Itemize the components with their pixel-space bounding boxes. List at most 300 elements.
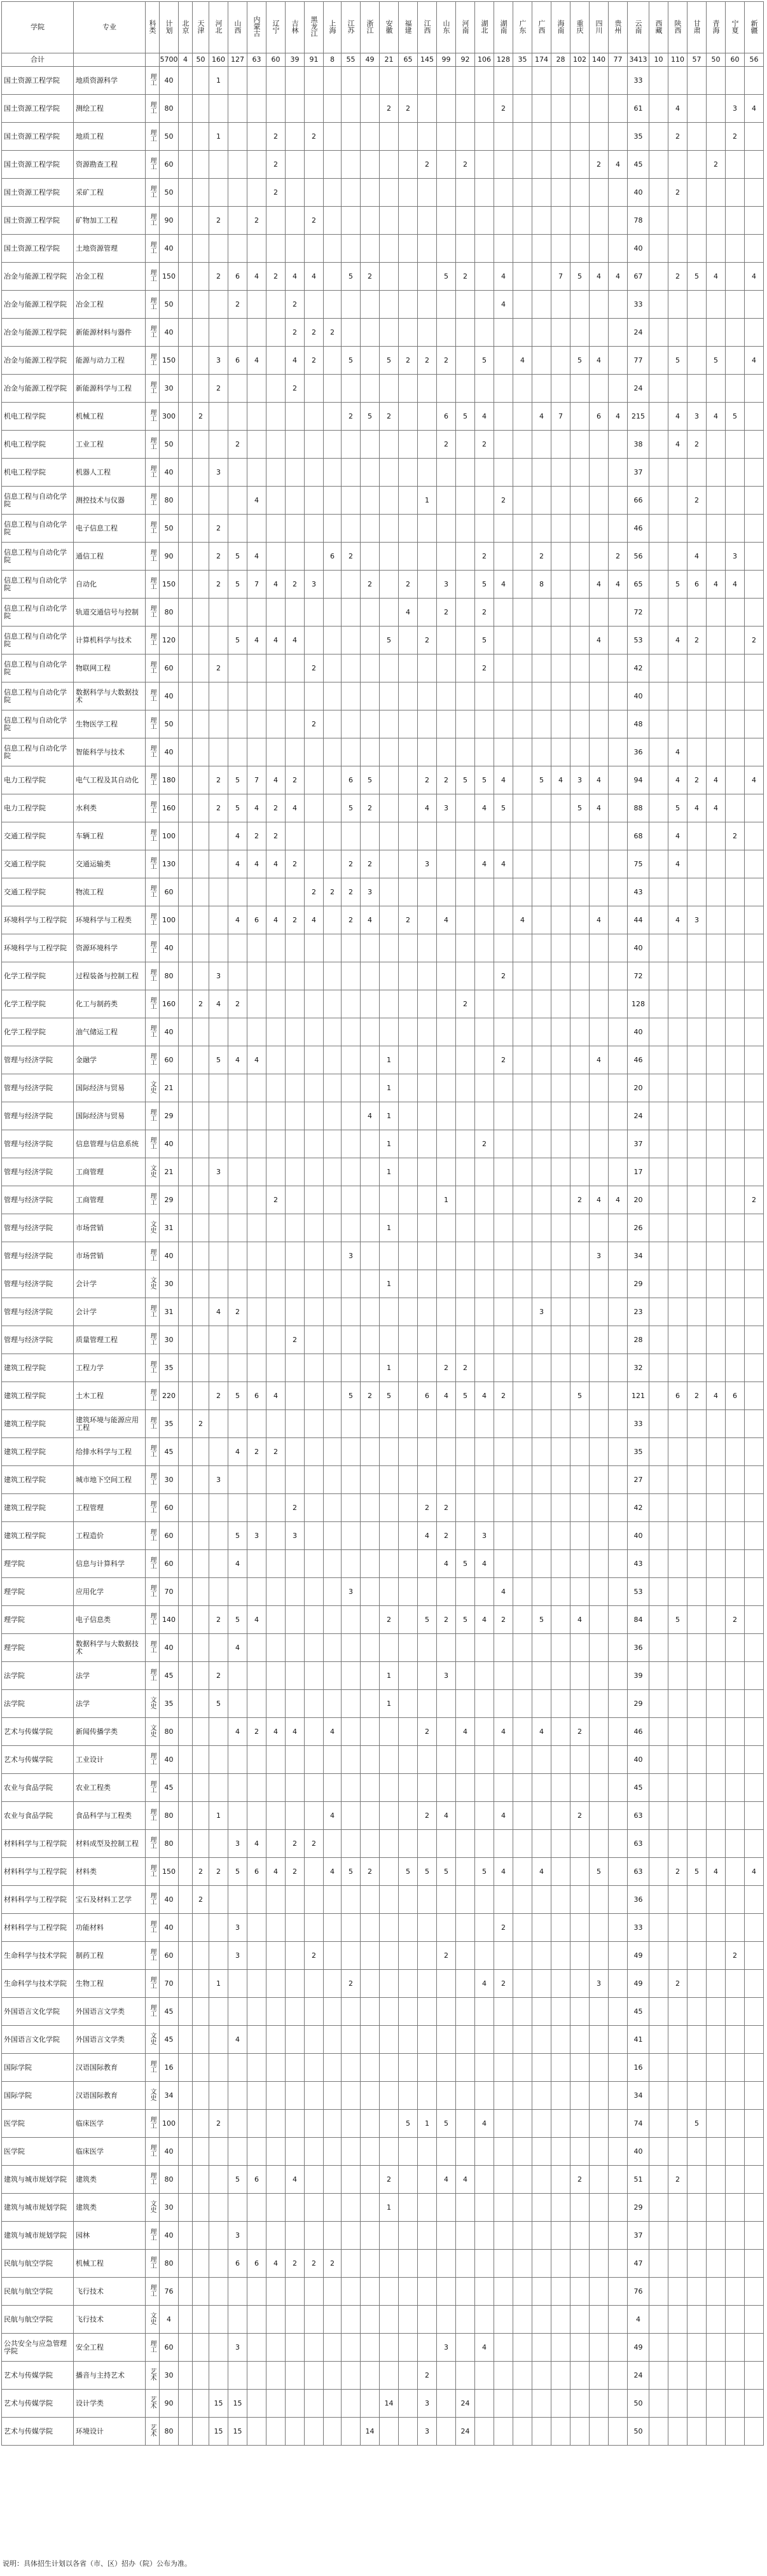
- province-value-cell: 2: [342, 543, 361, 571]
- province-value-cell: [361, 710, 380, 738]
- province-value-cell: [688, 1494, 707, 1522]
- plan-cell: 50: [160, 431, 179, 459]
- province-value-cell: [726, 235, 745, 263]
- province-value-cell: [342, 2026, 361, 2054]
- province-value-cell: [649, 1830, 668, 1858]
- province-value-cell: 6: [247, 2250, 266, 2278]
- province-value-cell: [707, 627, 726, 654]
- province-value-cell: [570, 543, 590, 571]
- province-value-cell: [305, 431, 324, 459]
- province-value-cell: [209, 2334, 228, 2362]
- province-value-cell: [475, 95, 494, 123]
- province-value-cell: [380, 962, 399, 990]
- province-value-cell: [494, 2082, 513, 2110]
- province-value-cell: [726, 1158, 745, 1186]
- province-value-cell: [418, 1354, 437, 1382]
- province-value-cell: [228, 2082, 247, 2110]
- province-value-cell: [247, 654, 266, 682]
- total-value: 63: [247, 53, 266, 67]
- province-value-cell: [688, 599, 707, 627]
- province-value-cell: [437, 738, 456, 766]
- province-value-cell: [688, 1102, 707, 1130]
- province-value-cell: 6: [342, 766, 361, 794]
- province-value-cell: [418, 291, 437, 319]
- province-value-cell: 1: [380, 1130, 399, 1158]
- province-value-cell: [609, 2194, 628, 2222]
- province-value-cell: [668, 990, 688, 1018]
- province-value-cell: [179, 375, 193, 403]
- province-value-cell: [324, 1186, 342, 1214]
- province-value-cell: [437, 1690, 456, 1718]
- province-value-cell: [590, 291, 609, 319]
- province-value-cell: 5: [380, 1382, 399, 1410]
- province-value-cell: 37: [628, 459, 649, 487]
- province-value-cell: [475, 2250, 494, 2278]
- table-row: [2, 1662, 764, 1690]
- province-value-cell: [209, 2250, 228, 2278]
- category-cell: [146, 2082, 160, 2110]
- province-value-cell: [266, 1578, 286, 1606]
- province-value-cell: [179, 459, 193, 487]
- province-value-cell: [551, 2054, 570, 2082]
- province-value-cell: [649, 179, 668, 207]
- province-value-cell: [286, 990, 305, 1018]
- province-value-cell: [342, 2054, 361, 2082]
- province-value-cell: [456, 2250, 475, 2278]
- plan-cell: 40: [160, 319, 179, 347]
- province-value-cell: 4: [609, 571, 628, 599]
- college-cell: 医学院: [2, 2138, 74, 2166]
- province-value-cell: [399, 1466, 418, 1494]
- province-value-cell: [513, 1746, 532, 1774]
- province-value-cell: [437, 1578, 456, 1606]
- province-value-cell: 5: [228, 2166, 247, 2194]
- province-value-cell: [649, 1774, 668, 1802]
- province-value-cell: 4: [668, 627, 688, 654]
- province-value-cell: [179, 1018, 193, 1046]
- province-value-cell: [399, 2026, 418, 2054]
- province-value-cell: 1: [380, 1662, 399, 1690]
- province-value-cell: [209, 1774, 228, 1802]
- province-value-cell: [247, 1690, 266, 1718]
- province-value-cell: [456, 543, 475, 571]
- province-value-cell: [179, 906, 193, 934]
- plan-cell: 29: [160, 1186, 179, 1214]
- province-value-cell: [551, 2138, 570, 2166]
- province-value-cell: [688, 1214, 707, 1242]
- province-value-cell: [305, 1802, 324, 1830]
- province-value-cell: [418, 2250, 437, 2278]
- table-row: [2, 738, 764, 766]
- province-value-cell: [418, 1466, 437, 1494]
- province-value-cell: [228, 599, 247, 627]
- province-value-cell: [551, 906, 570, 934]
- province-value-cell: [361, 123, 380, 151]
- province-value-cell: 1: [380, 1214, 399, 1242]
- category-cell: [146, 962, 160, 990]
- province-value-cell: [193, 2222, 209, 2250]
- category-text: 理工: [149, 101, 156, 114]
- province-value-cell: 2: [494, 487, 513, 515]
- province-value-cell: [456, 571, 475, 599]
- province-value-cell: [418, 1326, 437, 1354]
- province-value-cell: [475, 2194, 494, 2222]
- major-cell: 环境科学与工程类: [74, 906, 146, 934]
- province-value-cell: [209, 2278, 228, 2306]
- category-cell: [146, 123, 160, 151]
- province-value-cell: [179, 2278, 193, 2306]
- province-value-cell: [437, 151, 456, 179]
- province-value-cell: [745, 2250, 764, 2278]
- college-cell: 国际学院: [2, 2082, 74, 2110]
- province-value-cell: [475, 1998, 494, 2026]
- province-value-cell: [361, 2250, 380, 2278]
- province-value-cell: [551, 1074, 570, 1102]
- province-value-cell: 3: [342, 1242, 361, 1270]
- category-cell: [146, 1298, 160, 1326]
- province-value-cell: [494, 207, 513, 235]
- province-value-cell: [228, 2054, 247, 2082]
- province-value-cell: [551, 1466, 570, 1494]
- category-cell: [146, 1942, 160, 1970]
- province-value-cell: [380, 1942, 399, 1970]
- province-value-cell: [179, 2082, 193, 2110]
- province-value-cell: [399, 1914, 418, 1942]
- province-value-cell: [688, 738, 707, 766]
- province-value-cell: [649, 822, 668, 850]
- province-value-cell: 2: [494, 1382, 513, 1410]
- province-value-cell: [707, 1886, 726, 1914]
- major-cell: 测控技术与仪器: [74, 487, 146, 515]
- plan-cell: 30: [160, 375, 179, 403]
- province-value-cell: [649, 1326, 668, 1354]
- province-value-cell: 4: [532, 403, 551, 431]
- province-value-cell: [532, 738, 551, 766]
- province-value-cell: [590, 543, 609, 571]
- province-value-cell: [688, 1718, 707, 1746]
- province-value-cell: [513, 459, 532, 487]
- province-value-cell: [590, 1326, 609, 1354]
- province-value-cell: [247, 1634, 266, 1662]
- province-value-cell: [380, 1774, 399, 1802]
- plan-cell: 40: [160, 1886, 179, 1914]
- province-value-cell: [399, 207, 418, 235]
- province-value-cell: 2: [380, 403, 399, 431]
- header-province: [456, 2, 475, 53]
- province-value-cell: 2: [342, 906, 361, 934]
- table-row: [2, 2250, 764, 2278]
- province-value-cell: [399, 67, 418, 95]
- province-value-cell: [437, 2082, 456, 2110]
- province-value-cell: [726, 1886, 745, 1914]
- province-value-cell: 4: [688, 794, 707, 822]
- province-value-cell: [361, 347, 380, 375]
- province-value-cell: [745, 1354, 764, 1382]
- table-row: [2, 1718, 764, 1746]
- province-value-cell: [380, 1410, 399, 1438]
- province-value-cell: 6: [688, 571, 707, 599]
- college-cell: 信息工程与自动化学院: [2, 682, 74, 710]
- college-cell: 民航与航空学院: [2, 2278, 74, 2306]
- province-value-cell: [286, 1298, 305, 1326]
- category-text: 理工: [149, 577, 156, 590]
- province-value-cell: [305, 1634, 324, 1662]
- province-value-cell: [361, 1634, 380, 1662]
- province-value-cell: [380, 1858, 399, 1886]
- province-value-cell: [437, 1242, 456, 1270]
- province-value-cell: [380, 710, 399, 738]
- province-value-cell: [609, 1270, 628, 1298]
- province-value-cell: 6: [324, 543, 342, 571]
- province-value-cell: 42: [628, 1494, 649, 1522]
- province-value-cell: [247, 403, 266, 431]
- province-value-cell: 24: [628, 319, 649, 347]
- province-value-cell: [707, 1018, 726, 1046]
- province-value-cell: [745, 1382, 764, 1410]
- province-value-cell: [342, 2306, 361, 2334]
- province-value-cell: [590, 2166, 609, 2194]
- college-cell: 冶金与能源工程学院: [2, 263, 74, 291]
- province-value-cell: 2: [286, 1830, 305, 1858]
- province-value-cell: [193, 1270, 209, 1298]
- province-value-cell: [707, 1718, 726, 1746]
- province-value-cell: 14: [380, 2390, 399, 2418]
- province-value-cell: [418, 1410, 437, 1438]
- province-value-cell: [513, 1662, 532, 1690]
- province-value-cell: 5: [475, 627, 494, 654]
- category-cell: [146, 67, 160, 95]
- plan-cell: 40: [160, 934, 179, 962]
- province-value-cell: [513, 2334, 532, 2362]
- province-value-cell: 5: [380, 627, 399, 654]
- province-value-cell: [688, 1998, 707, 2026]
- province-value-cell: 75: [628, 850, 649, 878]
- province-value-cell: [437, 2306, 456, 2334]
- province-value-cell: 27: [628, 1466, 649, 1494]
- province-value-cell: 2: [342, 878, 361, 906]
- province-value-cell: [193, 1298, 209, 1326]
- major-cell: 制药工程: [74, 1942, 146, 1970]
- province-value-cell: 2: [324, 319, 342, 347]
- province-value-cell: [247, 1158, 266, 1186]
- province-value-cell: 4: [590, 263, 609, 291]
- province-value-cell: [745, 1970, 764, 1998]
- header-province-text: 江苏: [347, 19, 355, 34]
- table-row: [2, 1270, 764, 1298]
- province-value-cell: [494, 2194, 513, 2222]
- province-value-cell: 2: [418, 151, 437, 179]
- province-value-cell: [399, 654, 418, 682]
- province-value-cell: 4: [590, 794, 609, 822]
- province-value-cell: [726, 1102, 745, 1130]
- header-province: [305, 2, 324, 53]
- province-value-cell: [590, 1634, 609, 1662]
- college-cell: 交通工程学院: [2, 822, 74, 850]
- province-value-cell: [726, 1130, 745, 1158]
- province-value-cell: [726, 2334, 745, 2362]
- province-value-cell: [266, 878, 286, 906]
- province-value-cell: [649, 850, 668, 878]
- province-value-cell: [361, 1046, 380, 1074]
- province-value-cell: [688, 1662, 707, 1690]
- province-value-cell: 5: [399, 1858, 418, 1886]
- province-value-cell: [305, 1522, 324, 1550]
- province-value-cell: 41: [628, 2026, 649, 2054]
- province-value-cell: [418, 2194, 437, 2222]
- province-value-cell: [324, 1550, 342, 1578]
- province-value-cell: [193, 1914, 209, 1942]
- college-cell: 国土资源工程学院: [2, 235, 74, 263]
- province-value-cell: [361, 1158, 380, 1186]
- province-value-cell: 2: [247, 1438, 266, 1466]
- college-cell: 管理与经济学院: [2, 1242, 74, 1270]
- province-value-cell: [707, 2138, 726, 2166]
- total-value: 55: [342, 53, 361, 67]
- province-value-cell: [513, 1886, 532, 1914]
- province-value-cell: 5: [532, 766, 551, 794]
- province-value-cell: [324, 2418, 342, 2446]
- province-value-cell: [305, 1186, 324, 1214]
- table-row: [2, 2390, 764, 2418]
- province-value-cell: [532, 1158, 551, 1186]
- province-value-cell: [609, 1214, 628, 1242]
- province-value-cell: [228, 151, 247, 179]
- province-value-cell: [707, 2250, 726, 2278]
- province-value-cell: [228, 2194, 247, 2222]
- plan-cell: 80: [160, 487, 179, 515]
- category-text: 理工: [149, 157, 156, 170]
- province-value-cell: [649, 2362, 668, 2390]
- province-value-cell: [745, 1662, 764, 1690]
- province-value-cell: [179, 1410, 193, 1438]
- province-value-cell: [726, 710, 745, 738]
- province-value-cell: [590, 1662, 609, 1690]
- province-value-cell: [399, 1578, 418, 1606]
- province-value-cell: [649, 459, 668, 487]
- college-cell: 电力工程学院: [2, 794, 74, 822]
- province-value-cell: [551, 2222, 570, 2250]
- province-value-cell: [305, 151, 324, 179]
- category-text: 理工: [149, 297, 156, 310]
- province-value-cell: 4: [286, 627, 305, 654]
- province-value-cell: [726, 319, 745, 347]
- province-value-cell: [179, 1522, 193, 1550]
- province-value-cell: [247, 151, 266, 179]
- province-value-cell: [305, 2110, 324, 2138]
- province-value-cell: [437, 2138, 456, 2166]
- province-value-cell: [305, 1158, 324, 1186]
- province-value-cell: 43: [628, 1550, 649, 1578]
- province-value-cell: [286, 1074, 305, 1102]
- table-row: [2, 1438, 764, 1466]
- province-value-cell: [286, 207, 305, 235]
- province-value-cell: [324, 1466, 342, 1494]
- province-value-cell: 2: [456, 151, 475, 179]
- province-value-cell: [609, 1102, 628, 1130]
- province-value-cell: [437, 1018, 456, 1046]
- province-value-cell: [513, 990, 532, 1018]
- province-value-cell: [247, 291, 266, 319]
- province-value-cell: 5: [209, 1690, 228, 1718]
- table-row: [2, 431, 764, 459]
- province-value-cell: [745, 1522, 764, 1550]
- province-value-cell: [726, 1186, 745, 1214]
- province-value-cell: [286, 2222, 305, 2250]
- province-value-cell: [361, 1242, 380, 1270]
- province-value-cell: [590, 1270, 609, 1298]
- province-value-cell: [361, 1662, 380, 1690]
- college-cell: 管理与经济学院: [2, 1298, 74, 1326]
- plan-cell: 45: [160, 2026, 179, 2054]
- province-value-cell: [688, 123, 707, 151]
- province-value-cell: 45: [628, 1774, 649, 1802]
- plan-cell: 40: [160, 1746, 179, 1774]
- province-value-cell: [247, 1942, 266, 1970]
- province-value-cell: [609, 822, 628, 850]
- province-value-cell: [668, 207, 688, 235]
- major-cell: 能源与动力工程: [74, 347, 146, 375]
- college-cell: 管理与经济学院: [2, 1130, 74, 1158]
- plan-cell: 180: [160, 766, 179, 794]
- province-value-cell: [361, 2110, 380, 2138]
- province-value-cell: [361, 1494, 380, 1522]
- province-value-cell: [179, 2390, 193, 2418]
- province-value-cell: [247, 2194, 266, 2222]
- province-value-cell: 46: [628, 1046, 649, 1074]
- province-value-cell: [726, 2194, 745, 2222]
- province-value-cell: [305, 850, 324, 878]
- province-value-cell: [745, 2222, 764, 2250]
- category-cell: [146, 710, 160, 738]
- province-value-cell: 2: [361, 263, 380, 291]
- province-value-cell: [266, 1074, 286, 1102]
- province-value-cell: [688, 1074, 707, 1102]
- table-row: [2, 2138, 764, 2166]
- province-value-cell: [532, 1074, 551, 1102]
- province-value-cell: [418, 403, 437, 431]
- category-cell: [146, 990, 160, 1018]
- province-value-cell: [590, 1914, 609, 1942]
- province-value-cell: [342, 2222, 361, 2250]
- province-value-cell: [266, 543, 286, 571]
- province-value-cell: [532, 1830, 551, 1858]
- province-value-cell: [418, 571, 437, 599]
- province-value-cell: 5: [456, 1550, 475, 1578]
- province-value-cell: [513, 263, 532, 291]
- province-value-cell: [380, 2054, 399, 2082]
- province-value-cell: [380, 990, 399, 1018]
- province-value-cell: [380, 1242, 399, 1270]
- province-value-cell: 3: [437, 2334, 456, 2362]
- province-value-cell: [456, 319, 475, 347]
- province-value-cell: [361, 1606, 380, 1634]
- province-value-cell: [286, 1382, 305, 1410]
- province-value-cell: [688, 151, 707, 179]
- province-value-cell: [494, 1102, 513, 1130]
- province-value-cell: [286, 1606, 305, 1634]
- table-row: [2, 207, 764, 235]
- province-value-cell: [609, 1046, 628, 1074]
- province-value-cell: 51: [628, 2166, 649, 2194]
- province-value-cell: [551, 291, 570, 319]
- province-value-cell: [324, 1158, 342, 1186]
- province-value-cell: [649, 990, 668, 1018]
- province-value-cell: [688, 682, 707, 710]
- province-value-cell: 5: [228, 1606, 247, 1634]
- province-value-cell: [494, 347, 513, 375]
- province-value-cell: [726, 654, 745, 682]
- province-value-cell: [324, 2110, 342, 2138]
